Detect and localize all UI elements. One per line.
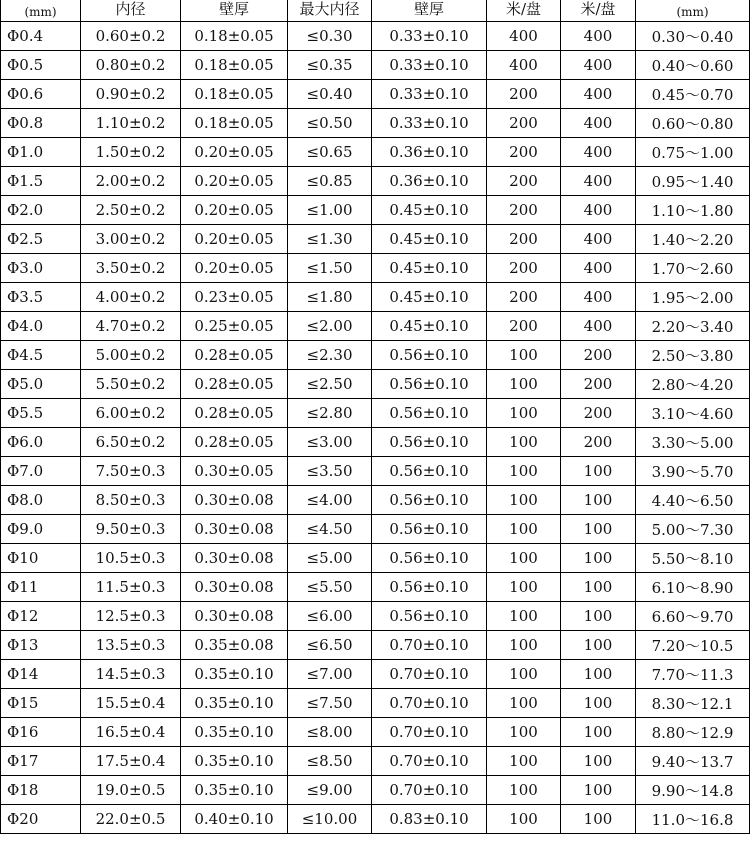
table-cell: 400 [487, 22, 561, 51]
header-cell: (mm) [636, 0, 750, 22]
table-cell: 0.28±0.05 [181, 428, 288, 457]
table-cell: 100 [487, 544, 561, 573]
table-cell: ≤1.80 [288, 283, 372, 312]
table-cell: ≤0.40 [288, 80, 372, 109]
table-row [1, 22, 750, 51]
table-cell: 6.10～8.90 [636, 573, 750, 602]
table-row [1, 51, 750, 80]
size-cell: Φ11 [1, 573, 81, 602]
table-cell: 200 [487, 254, 561, 283]
table-cell: 0.45±0.10 [372, 283, 487, 312]
table-cell: 0.35±0.10 [181, 776, 288, 805]
table-cell: 100 [487, 573, 561, 602]
table-cell: 400 [561, 254, 636, 283]
table-row [1, 660, 750, 689]
table-cell: ≤2.80 [288, 399, 372, 428]
table-cell: 100 [487, 805, 561, 834]
table-cell: 3.00±0.2 [81, 225, 181, 254]
table-cell: 0.70±0.10 [372, 631, 487, 660]
table-row [1, 805, 750, 834]
table-cell: 8.30～12.1 [636, 689, 750, 718]
table-cell: 200 [487, 225, 561, 254]
table-cell: 0.70±0.10 [372, 718, 487, 747]
table-cell: 0.28±0.05 [181, 370, 288, 399]
table-cell: 4.70±0.2 [81, 312, 181, 341]
table-cell: 400 [561, 80, 636, 109]
table-cell: ≤1.00 [288, 196, 372, 225]
table-cell: 100 [487, 486, 561, 515]
table-cell: 1.95～2.00 [636, 283, 750, 312]
table-cell: 9.50±0.3 [81, 515, 181, 544]
table-cell: 400 [561, 196, 636, 225]
table-cell: 200 [487, 312, 561, 341]
header-cell: 最大内径 [288, 0, 372, 22]
table-cell: 100 [487, 631, 561, 660]
table-cell: ≤2.00 [288, 312, 372, 341]
size-cell: Φ7.0 [1, 457, 81, 486]
table-row [1, 312, 750, 341]
table-cell: 0.33±0.10 [372, 51, 487, 80]
size-cell: Φ14 [1, 660, 81, 689]
size-cell: Φ1.5 [1, 167, 81, 196]
table-cell: 0.56±0.10 [372, 370, 487, 399]
table-cell: 200 [561, 341, 636, 370]
table-cell: 17.5±0.4 [81, 747, 181, 776]
table-cell: 0.56±0.10 [372, 602, 487, 631]
table-cell: 100 [487, 515, 561, 544]
table-cell: 22.0±0.5 [81, 805, 181, 834]
table-cell: ≤0.50 [288, 109, 372, 138]
table-cell: 0.30～0.40 [636, 22, 750, 51]
size-cell: Φ0.4 [1, 22, 81, 51]
header-cell: 米/盘 [561, 0, 636, 22]
size-cell: Φ0.6 [1, 80, 81, 109]
table-cell: 100 [561, 689, 636, 718]
table-cell: 0.28±0.05 [181, 341, 288, 370]
table-cell: ≤0.85 [288, 167, 372, 196]
header-cell: 米/盘 [487, 0, 561, 22]
table-cell: 0.20±0.05 [181, 167, 288, 196]
table-cell: 2.20～3.40 [636, 312, 750, 341]
table-cell: 0.35±0.10 [181, 660, 288, 689]
table-cell: 200 [487, 167, 561, 196]
table-cell: 6.50±0.2 [81, 428, 181, 457]
table-cell: 400 [561, 167, 636, 196]
table-cell: 100 [487, 718, 561, 747]
table-cell: 15.5±0.4 [81, 689, 181, 718]
table-cell: 2.80～4.20 [636, 370, 750, 399]
table-row [1, 573, 750, 602]
table-cell: 400 [561, 225, 636, 254]
table-cell: 2.50±0.2 [81, 196, 181, 225]
size-cell: Φ17 [1, 747, 81, 776]
table-cell: 3.10～4.60 [636, 399, 750, 428]
table-cell: 100 [561, 631, 636, 660]
table-cell: 200 [561, 370, 636, 399]
table-cell: 100 [561, 457, 636, 486]
table-cell: 0.45～0.70 [636, 80, 750, 109]
table-cell: 200 [487, 138, 561, 167]
table-cell: 1.40～2.20 [636, 225, 750, 254]
table-cell: 0.70±0.10 [372, 660, 487, 689]
table-row [1, 225, 750, 254]
table-cell: 14.5±0.3 [81, 660, 181, 689]
table-row [1, 80, 750, 109]
size-cell: Φ3.5 [1, 283, 81, 312]
table-cell: 0.45±0.10 [372, 254, 487, 283]
table-cell: 200 [487, 80, 561, 109]
header-cell: 内径 [81, 0, 181, 22]
size-cell: Φ13 [1, 631, 81, 660]
table-body [1, 22, 750, 834]
table-cell: 1.70～2.60 [636, 254, 750, 283]
table-cell: 0.35±0.08 [181, 631, 288, 660]
table-cell: 0.45±0.10 [372, 196, 487, 225]
table-cell: 0.56±0.10 [372, 544, 487, 573]
table-cell: ≤5.00 [288, 544, 372, 573]
table-row [1, 718, 750, 747]
table-cell: 400 [561, 312, 636, 341]
table-cell: 3.90～5.70 [636, 457, 750, 486]
table-cell: 0.56±0.10 [372, 486, 487, 515]
table-cell: 0.33±0.10 [372, 109, 487, 138]
table-cell: 200 [561, 399, 636, 428]
table-cell: 5.00～7.30 [636, 515, 750, 544]
table-cell: ≤1.30 [288, 225, 372, 254]
table-cell: 7.70～11.3 [636, 660, 750, 689]
header-cell: 壁厚 [372, 0, 487, 22]
size-cell: Φ16 [1, 718, 81, 747]
table-cell: 100 [561, 660, 636, 689]
table-cell: 0.36±0.10 [372, 167, 487, 196]
table-cell: 0.56±0.10 [372, 573, 487, 602]
table-cell: 400 [487, 51, 561, 80]
size-cell: Φ10 [1, 544, 81, 573]
table-row [1, 515, 750, 544]
table-row [1, 254, 750, 283]
table-cell: 13.5±0.3 [81, 631, 181, 660]
table-cell: 0.35±0.10 [181, 689, 288, 718]
table-cell: 2.50～3.80 [636, 341, 750, 370]
table-row [1, 370, 750, 399]
table-cell: ≤5.50 [288, 573, 372, 602]
table-cell: 100 [487, 660, 561, 689]
table-cell: ≤7.00 [288, 660, 372, 689]
table-cell: 0.80±0.2 [81, 51, 181, 80]
table-cell: 9.90～14.8 [636, 776, 750, 805]
size-cell: Φ18 [1, 776, 81, 805]
size-cell: Φ5.0 [1, 370, 81, 399]
table-cell: 11.0～16.8 [636, 805, 750, 834]
table-cell: 0.30±0.08 [181, 544, 288, 573]
table-cell: 0.30±0.08 [181, 515, 288, 544]
table-cell: ≤7.50 [288, 689, 372, 718]
table-cell: 7.50±0.3 [81, 457, 181, 486]
table-cell: 8.50±0.3 [81, 486, 181, 515]
table-cell: 0.20±0.05 [181, 138, 288, 167]
table-cell: 100 [487, 370, 561, 399]
size-cell: Φ4.0 [1, 312, 81, 341]
table-cell: 0.30±0.08 [181, 573, 288, 602]
table-cell: 0.28±0.05 [181, 399, 288, 428]
table-cell: 0.45±0.10 [372, 312, 487, 341]
table-row [1, 776, 750, 805]
table-cell: 9.40～13.7 [636, 747, 750, 776]
table-cell: 11.5±0.3 [81, 573, 181, 602]
table-cell: 0.18±0.05 [181, 80, 288, 109]
table-cell: 100 [561, 515, 636, 544]
table-cell: 0.70±0.10 [372, 689, 487, 718]
table-cell: 0.45±0.10 [372, 225, 487, 254]
table-cell: 0.30±0.08 [181, 486, 288, 515]
table-cell: 0.56±0.10 [372, 341, 487, 370]
table-cell: 8.80～12.9 [636, 718, 750, 747]
table-cell: 3.50±0.2 [81, 254, 181, 283]
table-cell: 100 [487, 747, 561, 776]
table-cell: 0.25±0.05 [181, 312, 288, 341]
size-cell: Φ20 [1, 805, 81, 834]
table-cell: 400 [561, 22, 636, 51]
table-row [1, 457, 750, 486]
table-cell: ≤2.30 [288, 341, 372, 370]
table-cell: 100 [561, 747, 636, 776]
table-row [1, 167, 750, 196]
table-cell: 5.00±0.2 [81, 341, 181, 370]
table-cell: 0.35±0.10 [181, 747, 288, 776]
table-cell: 100 [561, 718, 636, 747]
table-cell: ≤3.00 [288, 428, 372, 457]
table-row [1, 138, 750, 167]
table-cell: 4.40～6.50 [636, 486, 750, 515]
size-cell: Φ6.0 [1, 428, 81, 457]
table-cell: 0.36±0.10 [372, 138, 487, 167]
table-cell: ≤4.00 [288, 486, 372, 515]
table-cell: 100 [487, 689, 561, 718]
table-cell: 0.20±0.05 [181, 254, 288, 283]
table-cell: 0.18±0.05 [181, 109, 288, 138]
table-cell: 19.0±0.5 [81, 776, 181, 805]
table-cell: 100 [561, 544, 636, 573]
table-row [1, 689, 750, 718]
table-cell: 100 [561, 805, 636, 834]
table-cell: 0.56±0.10 [372, 428, 487, 457]
size-cell: Φ0.5 [1, 51, 81, 80]
table-cell: 0.30±0.05 [181, 457, 288, 486]
header-row [1, 0, 750, 22]
table-row [1, 283, 750, 312]
table-cell: 100 [487, 457, 561, 486]
size-cell: Φ9.0 [1, 515, 81, 544]
table-cell: 200 [487, 196, 561, 225]
table-cell: 0.40～0.60 [636, 51, 750, 80]
table-cell: ≤0.35 [288, 51, 372, 80]
table-row [1, 341, 750, 370]
table-cell: ≤6.00 [288, 602, 372, 631]
table-cell: 1.10±0.2 [81, 109, 181, 138]
table-cell: 0.70±0.10 [372, 776, 487, 805]
table-cell: ≤1.50 [288, 254, 372, 283]
table-cell: 0.20±0.05 [181, 225, 288, 254]
table-cell: 100 [487, 341, 561, 370]
table-cell: 100 [561, 486, 636, 515]
table-cell: 1.10～1.80 [636, 196, 750, 225]
table-cell: ≤6.50 [288, 631, 372, 660]
table-cell: ≤10.00 [288, 805, 372, 834]
table-cell: 100 [561, 602, 636, 631]
table-cell: 0.20±0.05 [181, 196, 288, 225]
table-cell: 400 [561, 138, 636, 167]
table-cell: 16.5±0.4 [81, 718, 181, 747]
table-cell: 100 [487, 602, 561, 631]
table-cell: 100 [487, 399, 561, 428]
table-cell: 0.56±0.10 [372, 457, 487, 486]
table-row [1, 747, 750, 776]
size-cell: Φ5.5 [1, 399, 81, 428]
table-row [1, 196, 750, 225]
table-row [1, 602, 750, 631]
size-cell: Φ3.0 [1, 254, 81, 283]
table-row [1, 428, 750, 457]
table-cell: 1.50±0.2 [81, 138, 181, 167]
table-cell: 10.5±0.3 [81, 544, 181, 573]
table-cell: 200 [487, 283, 561, 312]
table-cell: 400 [561, 109, 636, 138]
table-cell: 0.56±0.10 [372, 515, 487, 544]
table-cell: 200 [487, 109, 561, 138]
table-cell: 200 [561, 428, 636, 457]
table-cell: 0.90±0.2 [81, 80, 181, 109]
table-cell: 0.83±0.10 [372, 805, 487, 834]
size-cell: Φ4.5 [1, 341, 81, 370]
size-cell: Φ1.0 [1, 138, 81, 167]
table-cell: 2.00±0.2 [81, 167, 181, 196]
table-cell: 6.00±0.2 [81, 399, 181, 428]
table-cell: ≤2.50 [288, 370, 372, 399]
header-cell: (mm) [1, 0, 81, 22]
table-cell: 0.40±0.10 [181, 805, 288, 834]
size-cell: Φ0.8 [1, 109, 81, 138]
table-cell: 0.18±0.05 [181, 22, 288, 51]
table-cell: 5.50～8.10 [636, 544, 750, 573]
table-cell: 400 [561, 283, 636, 312]
table-cell: ≤0.65 [288, 138, 372, 167]
size-cell: Φ8.0 [1, 486, 81, 515]
size-cell: Φ15 [1, 689, 81, 718]
table-cell: 0.70±0.10 [372, 747, 487, 776]
table-cell: 0.18±0.05 [181, 51, 288, 80]
table-cell: ≤4.50 [288, 515, 372, 544]
table-row [1, 486, 750, 515]
table-cell: ≤9.00 [288, 776, 372, 805]
table-cell: 0.33±0.10 [372, 22, 487, 51]
table-cell: 0.30±0.08 [181, 602, 288, 631]
table-cell: ≤0.30 [288, 22, 372, 51]
table-cell: 0.60±0.2 [81, 22, 181, 51]
table-cell: ≤8.50 [288, 747, 372, 776]
table-cell: 100 [487, 776, 561, 805]
table-row [1, 109, 750, 138]
table-cell: ≤8.00 [288, 718, 372, 747]
table-cell: 0.35±0.10 [181, 718, 288, 747]
table-cell: 12.5±0.3 [81, 602, 181, 631]
table-cell: 3.30～5.00 [636, 428, 750, 457]
table-row [1, 631, 750, 660]
table-cell: 400 [561, 51, 636, 80]
table-cell: 0.95～1.40 [636, 167, 750, 196]
table-cell: 0.60～0.80 [636, 109, 750, 138]
table-cell: 0.23±0.05 [181, 283, 288, 312]
size-cell: Φ2.0 [1, 196, 81, 225]
table-cell: 100 [561, 573, 636, 602]
table-cell: 5.50±0.2 [81, 370, 181, 399]
header-cell: 壁厚 [181, 0, 288, 22]
table-cell: 100 [561, 776, 636, 805]
table-cell: 6.60～9.70 [636, 602, 750, 631]
size-cell: Φ12 [1, 602, 81, 631]
table-row [1, 544, 750, 573]
table-cell: 4.00±0.2 [81, 283, 181, 312]
table-cell: 0.75～1.00 [636, 138, 750, 167]
size-cell: Φ2.5 [1, 225, 81, 254]
table-cell: 0.56±0.10 [372, 399, 487, 428]
table-row [1, 399, 750, 428]
table-cell: 0.33±0.10 [372, 80, 487, 109]
table-cell: 7.20～10.5 [636, 631, 750, 660]
table-cell: 100 [487, 428, 561, 457]
table-cell: ≤3.50 [288, 457, 372, 486]
